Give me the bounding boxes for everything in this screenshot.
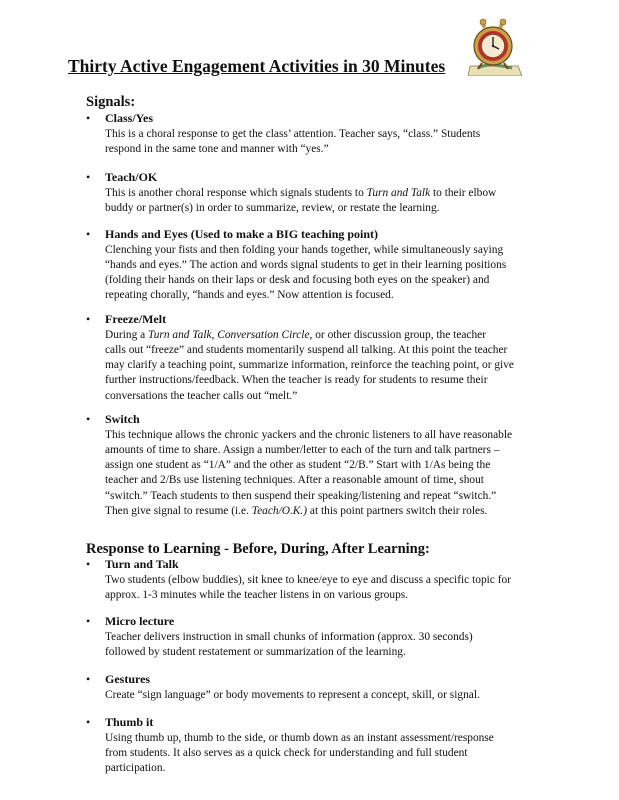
bullet-icon: •	[86, 227, 91, 241]
body-line: Create “sign language” or body movements to represent a concept, skill, or signal.	[105, 688, 480, 701]
item-body	[105, 127, 546, 158]
page-title: Thirty Active Engagement Activities in 30 Minutes	[68, 56, 446, 76]
item-title: Freeze/Melt	[105, 312, 167, 326]
list-item-switch	[86, 412, 546, 519]
bullet-icon: •	[86, 715, 91, 729]
bullet-icon: •	[86, 557, 91, 571]
list-item-thumb-it	[86, 715, 546, 776]
bullet-icon: •	[86, 312, 91, 326]
body-line: followed by student restatement or summarization of the learning.	[105, 645, 406, 658]
body-line: (folding their hands on their laps or desk and focusing both eyes on the speaker) and	[105, 274, 490, 287]
body-line: teacher and 2/Bs use listening techniques. After a reasonable amount of time, shout	[105, 474, 484, 487]
clock-logo-icon	[468, 18, 522, 76]
body-line: may clarify a teaching point, summarize information, reinforce the teaching point, or give	[105, 359, 514, 372]
list-item-gestures	[86, 672, 546, 703]
item-title: Thumb it	[105, 715, 154, 729]
bullet-icon: •	[86, 412, 91, 426]
bullet-icon: •	[86, 111, 91, 125]
list-item-hands-and-eyes	[86, 227, 546, 304]
item-title: Teach/OK	[105, 170, 158, 184]
body-line: “hands and eyes.” The action and words signal students to get in their learning positions	[105, 258, 507, 271]
body-line: respond in the same tone and manner with “yes.”	[105, 142, 329, 155]
item-body	[105, 688, 546, 703]
bullet-icon: •	[86, 614, 91, 628]
item-body	[105, 186, 546, 217]
body-line: conversations the teacher calls out “melt.”	[105, 389, 298, 402]
body-line: During a Turn and Talk, Conversation Circle, or other discussion group, the teacher	[105, 328, 487, 341]
list-item-micro-lecture	[86, 614, 546, 660]
item-title: Switch	[105, 412, 140, 426]
body-line: Teacher delivers instruction in small chunks of information (approx. 30 seconds)	[105, 630, 473, 643]
item-title: Class/Yes	[105, 111, 154, 125]
section-heading-signals: Signals:	[86, 94, 136, 110]
item-title: Turn and Talk	[105, 557, 179, 571]
bullet-icon: •	[86, 170, 91, 184]
list-item-turn-and-talk	[86, 557, 546, 603]
body-line: Using thumb up, thumb to the side, or thumb down as an instant assessment/response	[105, 731, 494, 744]
item-body	[105, 428, 546, 520]
body-line: assign one student as “1/A” and the other as student “2/B.” Start with 1/As being the	[105, 459, 491, 472]
section-heading-response-to-learning: Response to Learning - Before, During, After Learning:	[86, 541, 430, 557]
body-line: buddy or partner(s) in order to summarize, review, or restate the learning.	[105, 201, 440, 214]
body-line: amounts of time to share. Assign a number/letter to each of the turn and talk partners –	[105, 443, 500, 456]
item-title: Gestures	[105, 672, 151, 686]
list-item-class-yes	[86, 111, 546, 157]
bullet-icon: •	[86, 672, 91, 686]
item-body	[105, 328, 546, 404]
body-line: calls out “freeze” and students momentarily suspend all talking. At this point the teacher	[105, 343, 508, 356]
body-line: Two students (elbow buddies), sit knee to knee/eye to eye and discuss a specific topic for	[105, 573, 511, 586]
body-line: from students. It also serves as a quick check for understanding and full student	[105, 746, 468, 759]
item-body	[105, 630, 546, 661]
body-line: This is another choral response which signals students to Turn and Talk to their elbow	[105, 186, 497, 199]
item-body	[105, 243, 546, 304]
body-line: This is a choral response to get the class’ attention. Teacher says, “class.” Students	[105, 127, 481, 140]
body-line: Then give signal to resume (i.e. Teach/O.K.) at this point partners switch their roles.	[105, 504, 488, 517]
body-line: “switch.” Teach students to then suspend their speaking/listening and repeat “switch.”	[105, 489, 497, 502]
list-item-freeze-melt	[86, 312, 546, 404]
item-title: Micro lecture	[105, 614, 175, 628]
body-line: repeating chorally, “hands and eyes.” Now attention is focused.	[105, 289, 394, 302]
list-item-teach-ok	[86, 170, 546, 216]
body-line: participation.	[105, 762, 166, 775]
item-body	[105, 731, 546, 777]
body-line: further instructions/feedback. When the teacher is ready for students to resume their	[105, 374, 488, 387]
body-line: This technique allows the chronic yackers and the chronic listeners to all have reasonable	[105, 428, 513, 441]
item-title: Hands and Eyes (Used to make a BIG teaching point)	[105, 227, 379, 241]
body-line: approx. 1-3 minutes while the teacher listens in on various groups.	[105, 588, 409, 601]
item-body	[105, 573, 546, 604]
body-line: Clenching your fists and then folding your hands together, while simultaneously saying	[105, 243, 504, 256]
